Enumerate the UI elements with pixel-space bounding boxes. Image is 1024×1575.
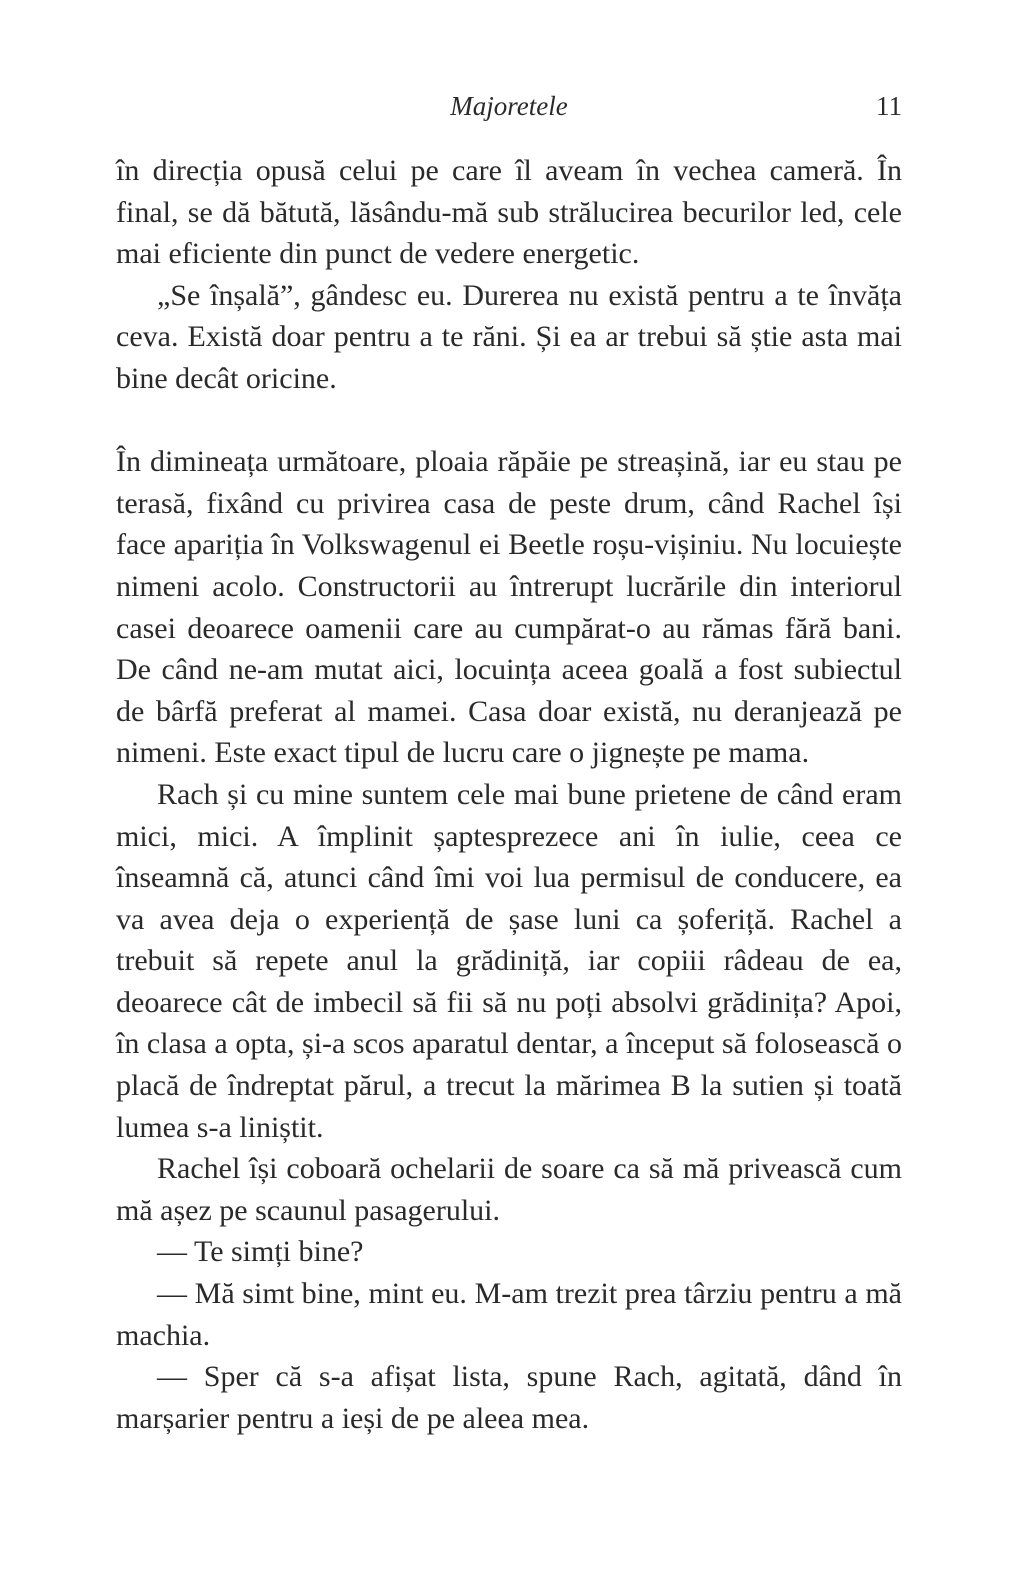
paragraph-section-start: În dimineața următoare, ploaia răpăie pe streașină, iar eu stau pe terasă, fixând cu privirea casa de peste drum, când Rachel își face apariția în Volkswagenul ei Beetle roșu-vișiniu. Nu locuiește nimeni acolo. Constructorii au întrerupt lucrările din interiorul casei deoarece oamenii care au cumpărat-o au rămas fără bani. De când ne-am mutat aici, locuința aceea goală a fost subiectul de bârfă preferat al mamei. Casa doar există, nu deranjează pe nimeni. Este exact tipul de lucru care o jignește pe mama. [116,445,902,770]
paragraph-continuation: în direcția opusă celui pe care îl aveam în vechea cameră. În final, se dă bătută, lăsându-mă sub strălucirea becurilor led, cele mai eficiente din punct de vedere energetic. [116,154,902,271]
running-title: Majoretele [450,91,568,121]
paragraph: „Se înșală”, gândesc eu. Durerea nu există pentru a te învăța ceva. Există doar pentru a te răni. Și ea ar trebui să știe asta mai bine decât oricine. [116,278,902,395]
body-text [116,150,902,1439]
paragraph: Rach și cu mine suntem cele mai bune prietene de când eram mici, mici. A împlinit șaptesprezece ani în iulie, ceea ce înseamnă că, atunci când îmi voi lua permisul de conducere, ea va avea deja o experiență de șase luni ca șoferiță. Rachel a trebuit să repete anul la grădiniță, iar copiii râdeau de ea, deoarece cât de imbecil să fii să nu poți absolvi grădinița? Apoi, în clasa a opta, și-a scos aparatul dentar, a început să folosească o placă de îndreptat părul, a trecut la mărimea B la sutien și toată lumea s-a liniștit. [116,777,902,1144]
dialogue-line: — Sper că s-a afișat lista, spune Rach, agitată, dând în marșarier pentru a ieși de pe aleea mea. [116,1360,902,1435]
paragraph: Rachel își coboară ochelarii de soare ca să mă privească cum mă așez pe scaunul pasagerului. [116,1152,902,1227]
page-number: 11 [876,91,902,121]
dialogue-line: — Mă simt bine, mint eu. M-am trezit prea târziu pentru a mă machia. [116,1277,902,1352]
dialogue-line: — Te simți bine? [157,1235,364,1269]
section-break [116,400,902,442]
running-header [116,88,902,124]
